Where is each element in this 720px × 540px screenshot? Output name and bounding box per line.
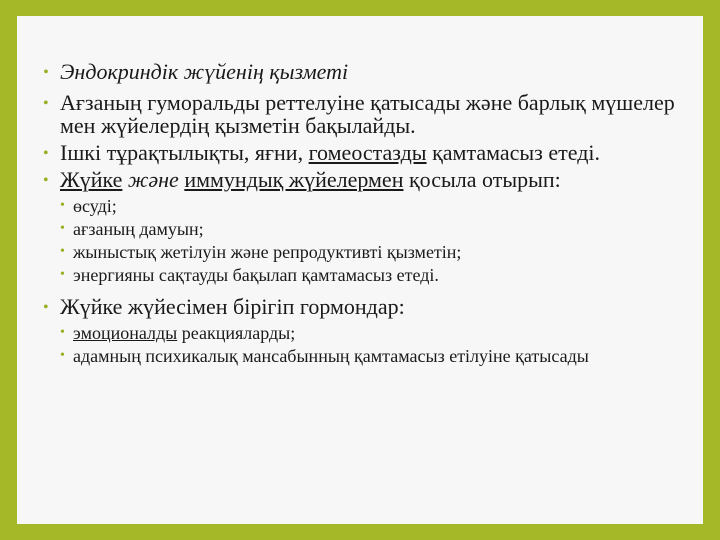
list-item: • Жүйке және иммундық жүйелермен қосыла отырып: [43, 167, 561, 192]
bullet-icon: • [43, 95, 49, 112]
slide-content [35, 60, 695, 369]
underlined-term: иммундық жүйелермен [184, 167, 404, 192]
bullet-icon: • [43, 145, 49, 162]
bullet-icon: • [43, 64, 49, 81]
sub-list-item: • эмоционалды реакцияларды; [60, 323, 296, 343]
bullet-icon: • [60, 244, 65, 259]
underlined-term: Жүйке [60, 167, 123, 192]
slide-title: • Эндокриндік жүйенің қызметі [43, 59, 349, 84]
underlined-term: эмоционалды [73, 323, 178, 343]
sub-list-item: • жыныстық жетілуін және репродуктивті қызметін; [60, 242, 462, 262]
sub-list-item: • ағзаның дамуын; [60, 219, 204, 239]
underlined-term: гомеостазды [308, 140, 427, 165]
sub-list-item: • адамның психикалық мансабынның қамтамасыз етілуіне қатысады [60, 346, 589, 366]
bullet-icon: • [60, 198, 65, 213]
bullet-icon: • [60, 325, 65, 340]
bullet-icon: • [43, 299, 49, 316]
list-item: • Жүйке жүйесімен бірігіп гормондар: [43, 294, 405, 319]
bullet-icon: • [60, 348, 65, 363]
bullet-icon: • [60, 267, 65, 282]
bullet-icon: • [43, 172, 49, 189]
bullet-icon: • [60, 221, 65, 236]
sub-list-item: • өсуді; [60, 196, 117, 216]
slide [17, 16, 703, 524]
list-item: • Ағзаның гуморальды реттелуіне қатысады және барлық мүшелер мен жүйелердің қызметін бақылайды. [43, 90, 675, 138]
sub-list-item: • энергияны сақтауды бақылап қамтамасыз етеді. [60, 265, 439, 285]
list-item: • Ішкі тұрақтылықты, яғни, гомеостазды қамтамасыз етеді. [43, 140, 601, 165]
